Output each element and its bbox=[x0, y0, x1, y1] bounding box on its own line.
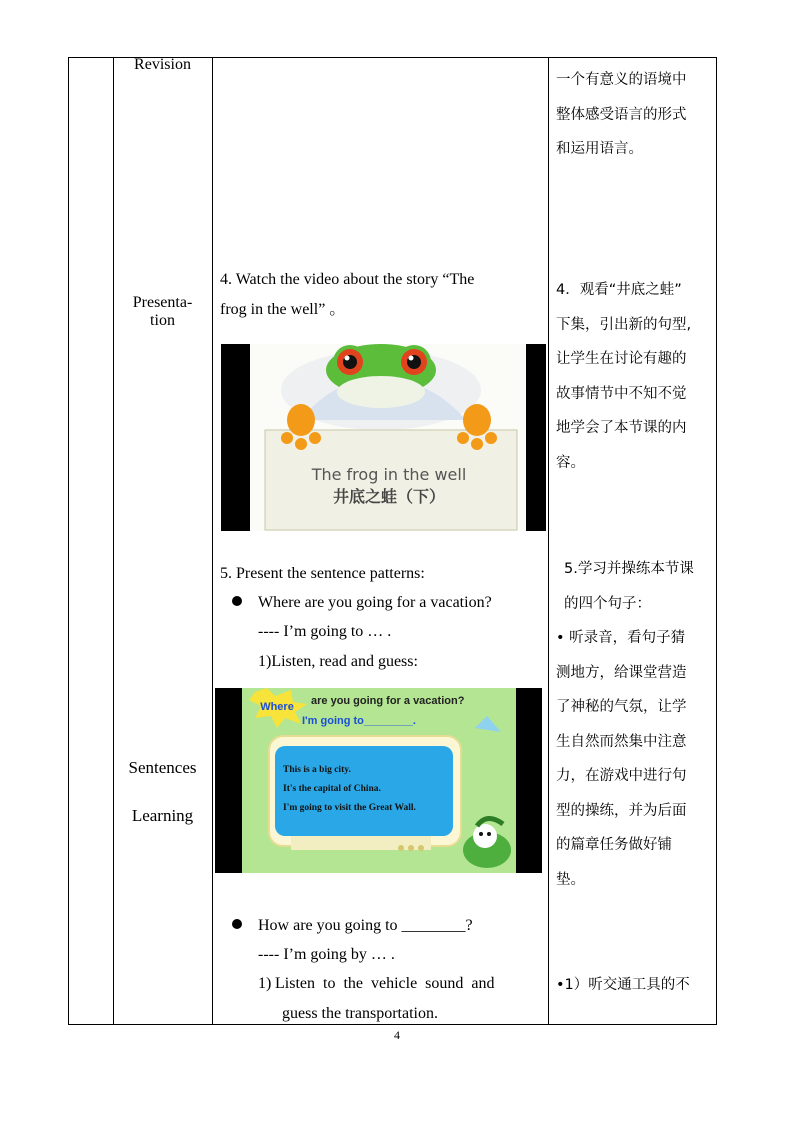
step5-question2 bbox=[232, 911, 473, 941]
notes-line: 4．观看“井底之蛙” bbox=[556, 282, 682, 298]
slide-question: are you going for a vacation? bbox=[311, 695, 465, 707]
notes-line: 了神秘的气氛，让学 bbox=[556, 699, 687, 715]
column-divider bbox=[548, 58, 549, 1024]
step4-line1: 4. Watch the video about the story “The bbox=[220, 271, 475, 288]
notes-step5 bbox=[556, 552, 708, 897]
notes-line: 垫。 bbox=[556, 871, 585, 888]
step5-answer2: ---- I’m going by … . bbox=[258, 946, 395, 963]
notes-line: 一个有意义的语境中 bbox=[556, 72, 687, 88]
notes-line: 力，在游戏中进行句 bbox=[556, 768, 687, 784]
frog-image-title: The frog in the well bbox=[311, 465, 467, 484]
notes-step6: •1）听交通工具的不 bbox=[556, 977, 690, 993]
step5-substep2-num: 1) bbox=[258, 975, 272, 992]
notes-line: 5.学习并操练本节课 bbox=[564, 561, 694, 577]
stage-presentation: Presenta- tion bbox=[132, 294, 193, 329]
slide-answer: I'm going to________. bbox=[302, 715, 416, 727]
step5-substep2-line1: Listen to the vehicle sound and bbox=[275, 975, 495, 992]
notes-line: 让学生在讨论有趣的 bbox=[556, 351, 687, 367]
notes-line: 的四个句子： bbox=[564, 595, 651, 612]
slide-where-badge: Where bbox=[260, 701, 294, 713]
notes-line: 型的操练，并为后面 bbox=[556, 802, 687, 819]
bullet-icon bbox=[232, 919, 242, 929]
step5-substep2-line2: guess the transportation. bbox=[282, 1005, 438, 1022]
slide-line-3: I'm going to visit the Great Wall. bbox=[283, 803, 416, 813]
notes-line: • 听录音，看句子猜 bbox=[556, 630, 686, 646]
stage-learning: Learning bbox=[131, 806, 194, 825]
step5-substep1: 1)Listen, read and guess: bbox=[258, 653, 418, 670]
notes-line: 和运用语言。 bbox=[556, 141, 643, 157]
frog-image-subtitle: 井底之蛙（下） bbox=[332, 487, 446, 506]
vacation-slide-image bbox=[215, 688, 542, 873]
column-divider bbox=[212, 58, 213, 1024]
column-divider bbox=[113, 58, 114, 1024]
question1-text: Where are you going for a vacation? bbox=[258, 594, 492, 611]
stage-revision: Revision bbox=[134, 56, 191, 73]
notes-step4 bbox=[556, 273, 708, 480]
step4-line2: frog in the well” 。 bbox=[220, 301, 346, 318]
slide-line-1: This is a big city. bbox=[283, 765, 351, 775]
question2-text: How are you going to ________? bbox=[258, 917, 473, 934]
slide-line-2: It's the capital of China. bbox=[283, 784, 381, 794]
frog-illustration bbox=[221, 330, 546, 531]
page-number: 4 bbox=[394, 1028, 400, 1042]
notes-line: 整体感受语言的形式 bbox=[556, 106, 687, 123]
notes-line: 故事情节中不知不觉 bbox=[556, 385, 687, 402]
bullet-icon bbox=[232, 596, 242, 606]
frog-video-image bbox=[221, 330, 546, 531]
step5-answer1: ---- I’m going to … . bbox=[258, 623, 392, 640]
notes-line: 生自然而然集中注意 bbox=[556, 733, 687, 750]
notes-line: 测地方，给课堂营造 bbox=[556, 664, 687, 681]
notes-line: 容。 bbox=[556, 454, 585, 471]
notes-line: 的篇章任务做好铺 bbox=[556, 837, 672, 853]
notes-line: 下集，引出新的句型, bbox=[556, 316, 692, 333]
stage-sentences: Sentences bbox=[128, 758, 197, 777]
step5-title: 5. Present the sentence patterns: bbox=[220, 565, 425, 582]
step5-question1 bbox=[232, 588, 492, 618]
notes-line: 地学会了本节课的内 bbox=[556, 420, 687, 436]
vacation-slide bbox=[215, 688, 542, 873]
notes-top bbox=[556, 63, 708, 167]
